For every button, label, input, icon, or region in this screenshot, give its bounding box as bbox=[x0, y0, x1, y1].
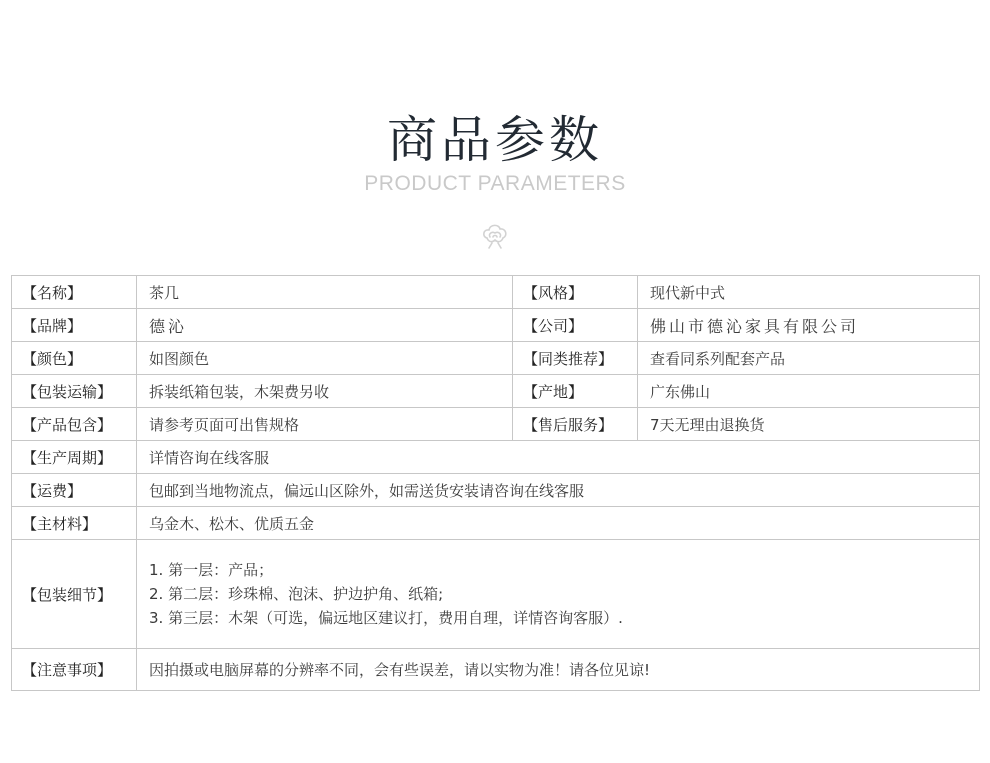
packing-line: 3. 第三层：木架（可选，偏远地区建议打，费用自理，详情咨询客服）. bbox=[149, 609, 623, 627]
table-row bbox=[12, 474, 980, 507]
product-parameters-table bbox=[11, 275, 980, 691]
param-value: 7天无理由退换货 bbox=[638, 408, 980, 441]
param-value: 详情咨询在线客服 bbox=[137, 441, 980, 474]
table-row bbox=[12, 507, 980, 540]
param-label: 【注意事项】 bbox=[12, 649, 137, 691]
table-row bbox=[12, 276, 980, 309]
param-label: 【公司】 bbox=[513, 309, 638, 342]
param-value: 佛山市德沁家具有限公司 bbox=[638, 309, 980, 342]
table-row bbox=[12, 309, 980, 342]
param-label: 【售后服务】 bbox=[513, 408, 638, 441]
packing-line: 2. 第二层：珍珠棉、泡沫、护边护角、纸箱; bbox=[149, 585, 444, 603]
param-value: 查看同系列配套产品 bbox=[638, 342, 980, 375]
param-label: 【主材料】 bbox=[12, 507, 137, 540]
param-value: 如图颜色 bbox=[137, 342, 513, 375]
packing-line: 1. 第一层：产品； bbox=[149, 561, 274, 579]
param-label: 【包装细节】 bbox=[12, 540, 137, 649]
param-label: 【产品包含】 bbox=[12, 408, 137, 441]
table-row bbox=[12, 540, 980, 649]
param-label: 【生产周期】 bbox=[12, 441, 137, 474]
page-subtitle: PRODUCT PARAMETERS bbox=[364, 172, 626, 195]
table-row bbox=[12, 649, 980, 691]
param-value: 德沁 bbox=[137, 309, 513, 342]
param-label: 【产地】 bbox=[513, 375, 638, 408]
param-value: 包邮到当地物流点，偏远山区除外，如需送货安装请咨询在线客服 bbox=[137, 474, 980, 507]
packing-details bbox=[137, 540, 980, 649]
section-header bbox=[0, 0, 990, 270]
cloud-ornament-icon bbox=[479, 220, 511, 252]
page-title: 商品参数 bbox=[387, 111, 603, 169]
param-label: 【风格】 bbox=[513, 276, 638, 309]
param-value: 乌金木、松木、优质五金 bbox=[137, 507, 980, 540]
table-row bbox=[12, 375, 980, 408]
param-value: 请参考页面可出售规格 bbox=[137, 408, 513, 441]
param-label: 【包装运输】 bbox=[12, 375, 137, 408]
table-row bbox=[12, 408, 980, 441]
param-label: 【名称】 bbox=[12, 276, 137, 309]
table-row bbox=[12, 441, 980, 474]
param-label: 【运费】 bbox=[12, 474, 137, 507]
param-label: 【同类推荐】 bbox=[513, 342, 638, 375]
table-row bbox=[12, 342, 980, 375]
param-value: 茶几 bbox=[137, 276, 513, 309]
param-value: 广东佛山 bbox=[638, 375, 980, 408]
param-label: 【品牌】 bbox=[12, 309, 137, 342]
notice-text: 因拍摄或电脑屏幕的分辨率不同，会有些误差，请以实物为准！请各位见谅! bbox=[137, 649, 980, 691]
param-value: 拆装纸箱包装，木架费另收 bbox=[137, 375, 513, 408]
param-label: 【颜色】 bbox=[12, 342, 137, 375]
param-value: 现代新中式 bbox=[638, 276, 980, 309]
